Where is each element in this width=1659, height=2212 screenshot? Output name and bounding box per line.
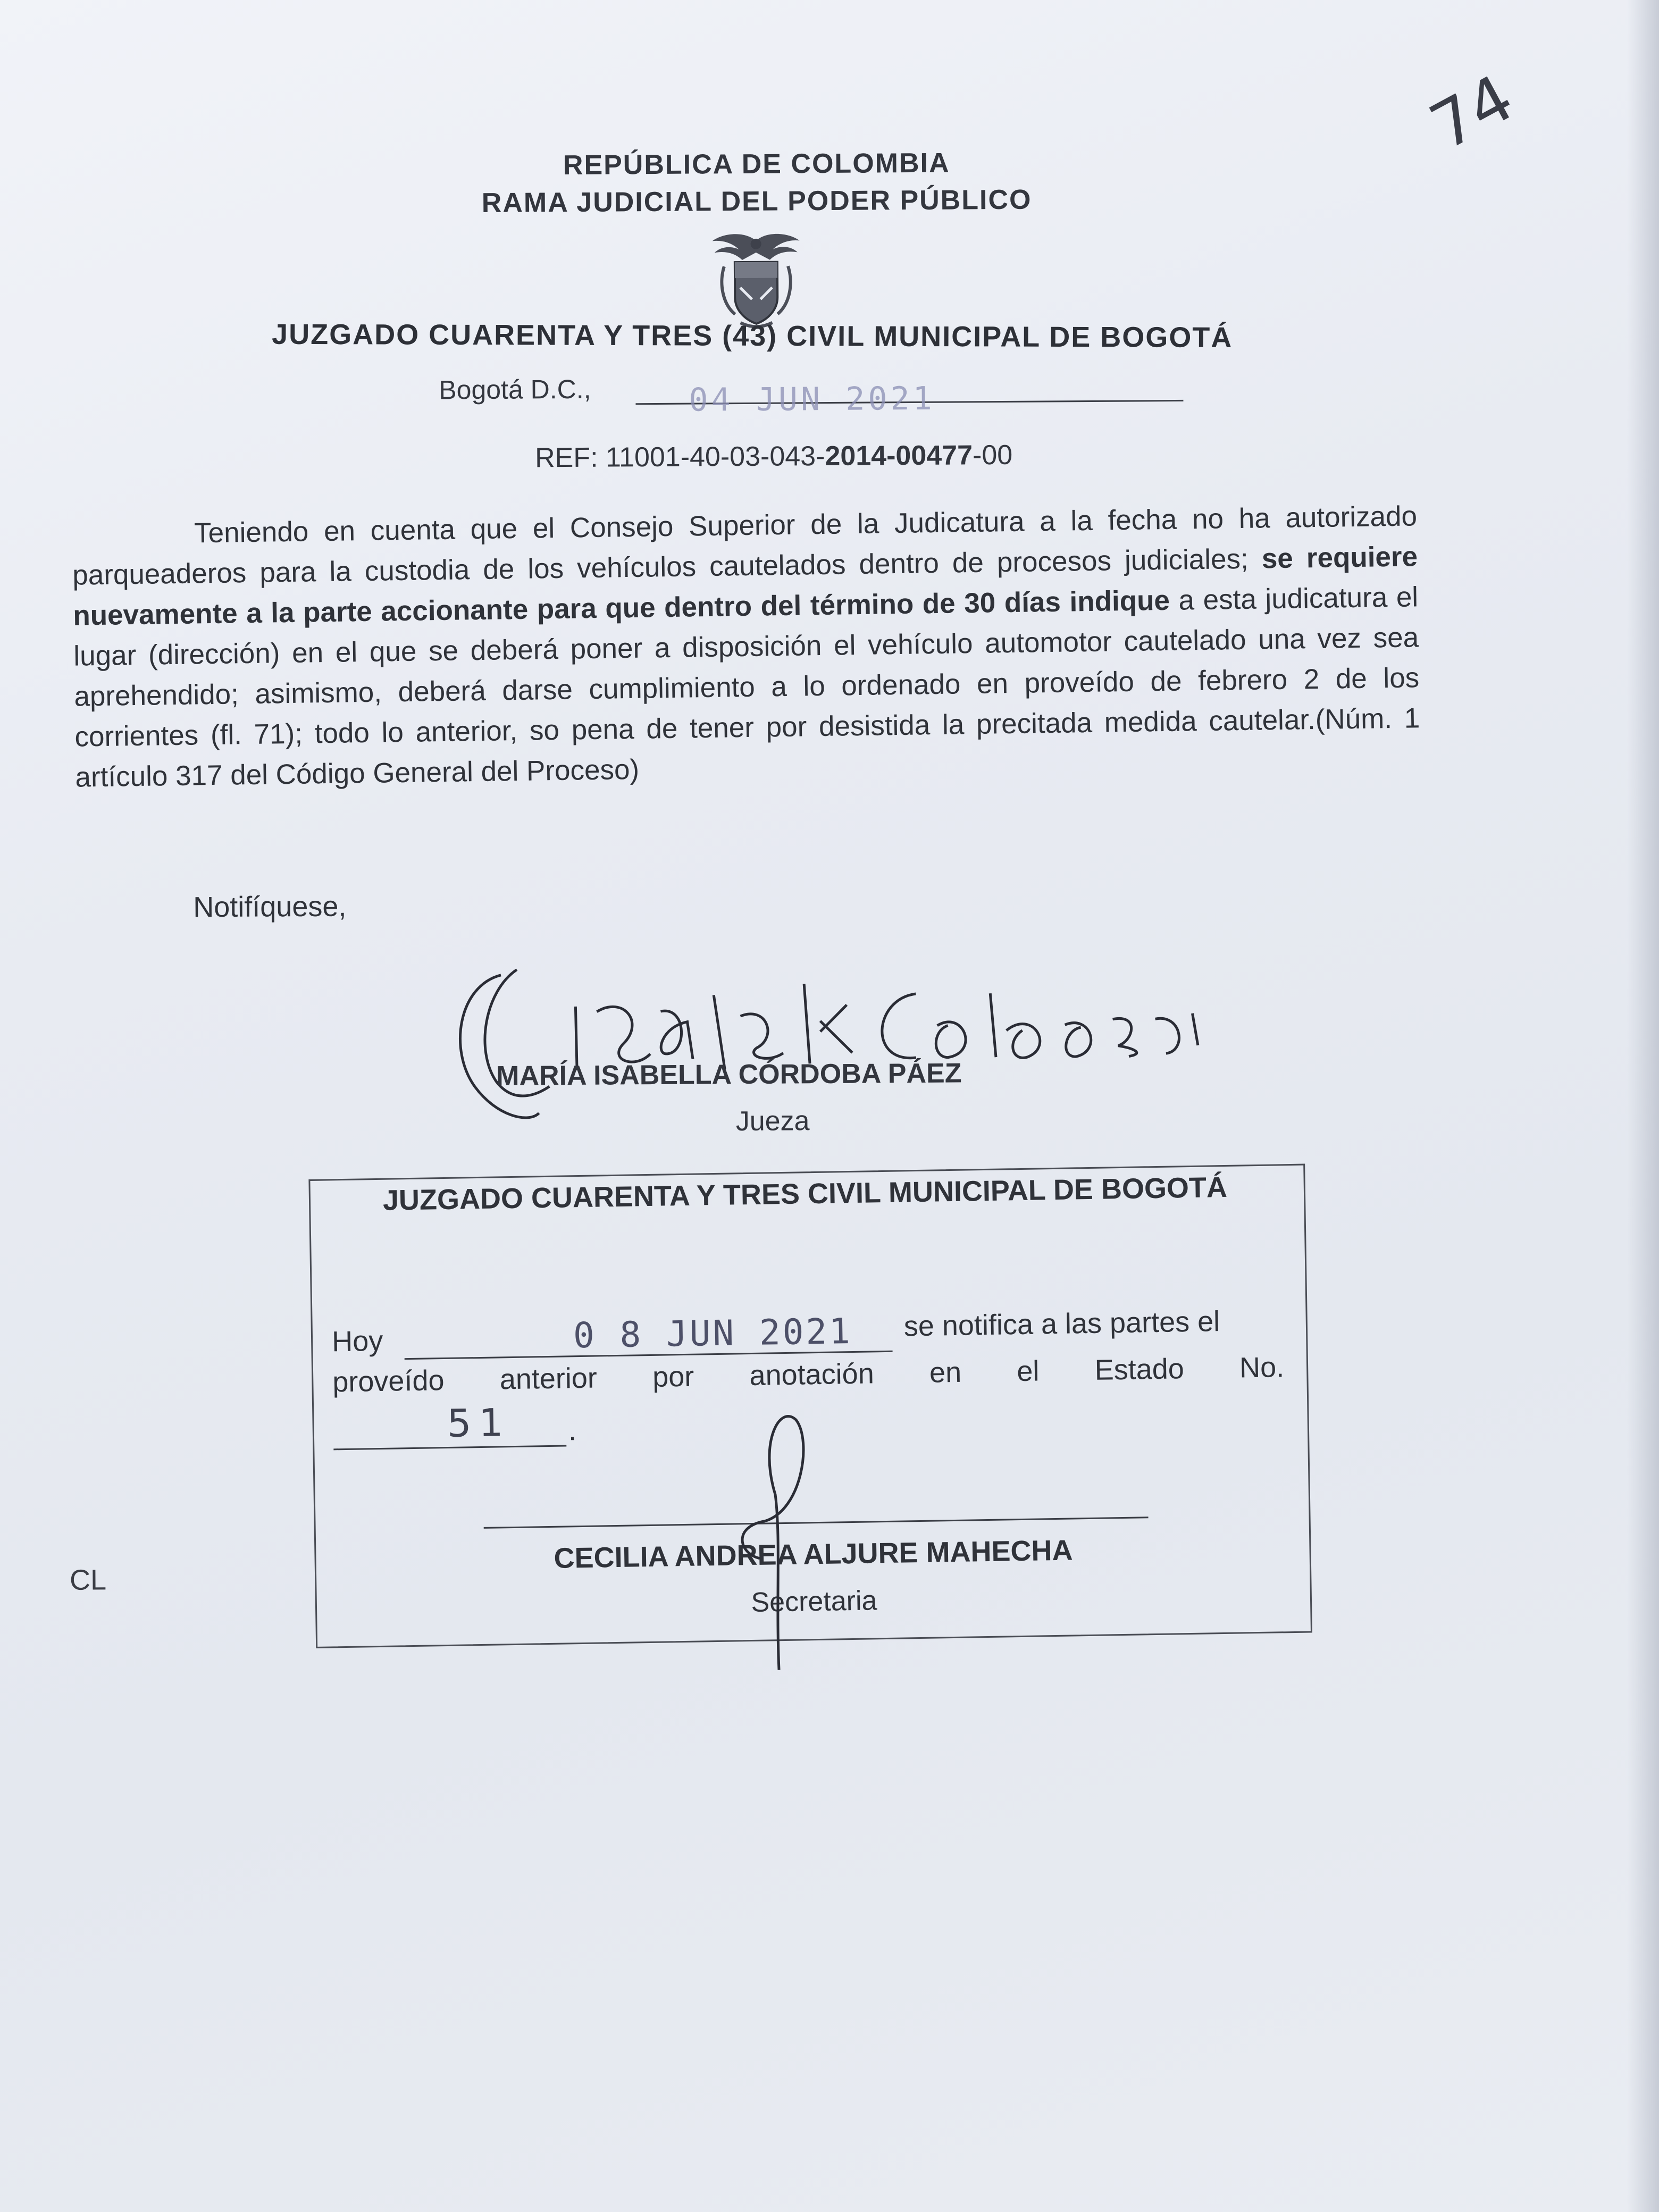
reference-suffix: -00 (972, 439, 1013, 471)
notification-box-title: JUZGADO CUARENTA Y TRES CIVIL MUNICIPAL DE BOGOTÁ (382, 1171, 1228, 1217)
secretary-signature (706, 1398, 845, 1676)
hoy-label: Hoy (331, 1325, 383, 1358)
reference-case-number: 2014-00477 (825, 440, 973, 472)
reference-prefix: REF: 11001-40-03-043- (534, 441, 825, 474)
estado-number: 51 (446, 1400, 511, 1446)
closing-notifiquese: Notifíquese, (193, 890, 347, 924)
estado-number-underline (333, 1445, 566, 1450)
order-paragraph (72, 496, 1421, 798)
folio-number: 74 (1419, 61, 1526, 165)
judge-role: Jueza (735, 1105, 810, 1137)
clerk-initials: CL (69, 1564, 107, 1596)
country-heading: REPÚBLICA DE COLOMBIA (563, 147, 950, 181)
estado-terminator: . (568, 1414, 577, 1447)
date-stamp: 04 JUN 2021 (689, 380, 935, 419)
paragraph-part-2: a esta judicatura el lugar (dirección) en el que se deberá poner a disposición el vehículo automotor cautelado una vez sea aprehendido; asimismo, deberá darse cumplimiento a lo ordenado en proveído de febrero 2 de los corrientes (fl. 71); todo lo anterior, so pena de tener por desistida la precitada medida cautelar.(Núm. 1 artículo 317 del Código General del Proceso) (73, 581, 1420, 793)
paragraph-part-1: Teniendo en cuenta que el Consejo Superior de la Judicatura a la fecha no ha autorizado parqueaderos para la custodia de los vehículos cautelados dentro de procesos judiciales; (72, 500, 1418, 591)
notification-text-line-2: proveído anterior por anotación en el Estado No. (332, 1351, 1285, 1398)
judge-name: MARÍA ISABELLA CÓRDOBA PÁEZ (496, 1058, 962, 1092)
secretary-role: Secretaria (751, 1585, 877, 1619)
coat-of-arms-icon (702, 229, 809, 330)
paragraph-bold-requirement: se requiere nuevamente a la parte accionante para que dentro del término de 30 días indique (72, 541, 1418, 632)
notification-text: se notifica a las partes el (903, 1305, 1220, 1343)
court-title: JUZGADO CUARENTA Y TRES (43) CIVIL MUNICIPAL DE BOGOTÁ (272, 318, 1233, 354)
branch-heading: RAMA JUDICIAL DEL PODER PÚBLICO (481, 184, 1032, 219)
reference-number (535, 439, 1012, 474)
notification-date-stamp: 0 8 JUN 2021 (573, 1310, 853, 1356)
judge-signature (437, 960, 1236, 1140)
secretary-name: CECILIA ANDREA ALJURE MAHECHA (554, 1534, 1073, 1574)
city-label: Bogotá D.C., (439, 374, 591, 405)
